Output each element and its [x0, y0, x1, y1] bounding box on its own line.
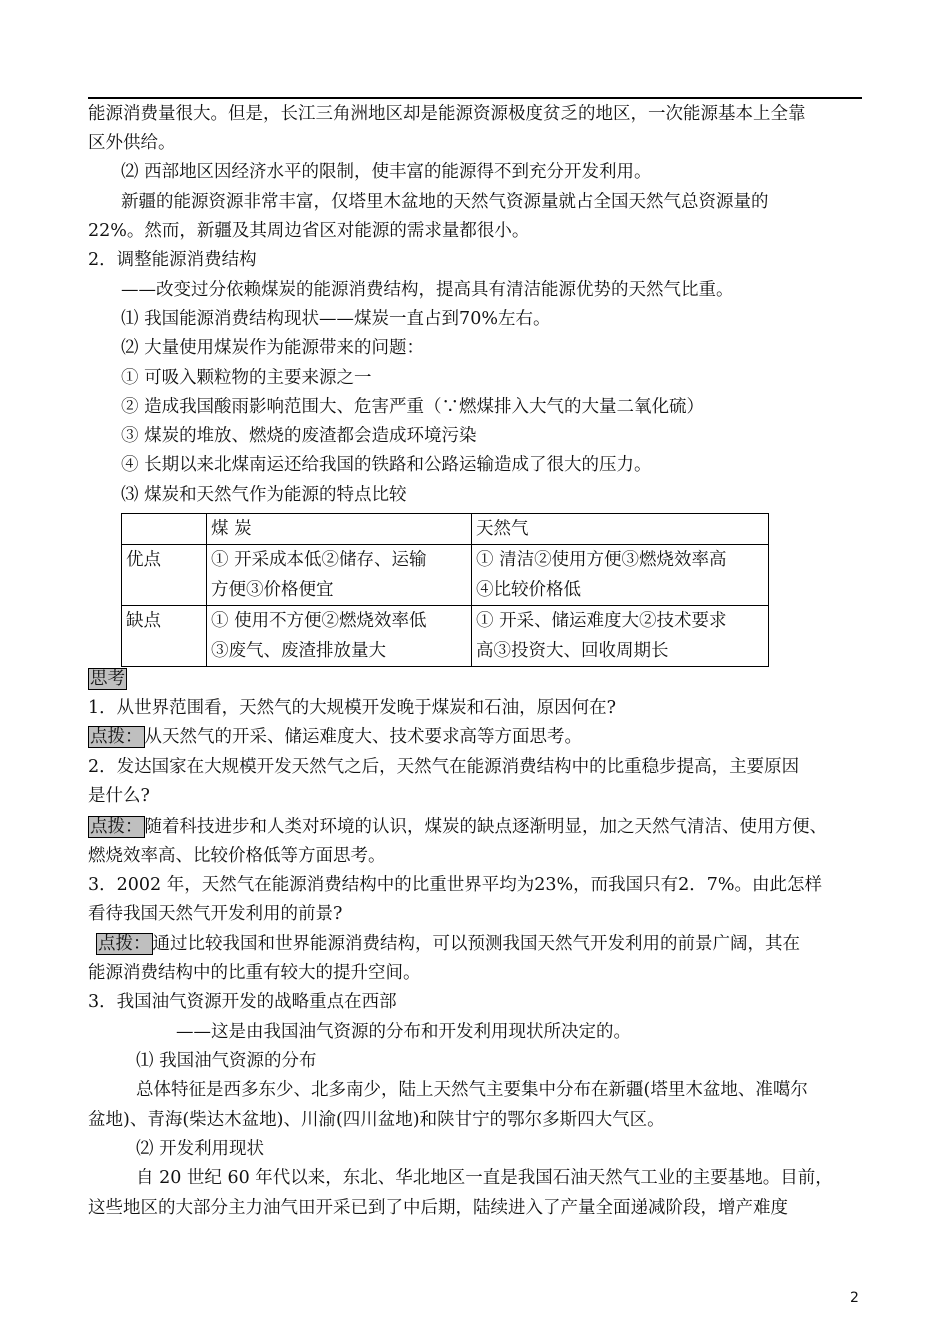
hint-text: 通过比较我国和世界能源消费结构，可以预测我国天然气开发利用的前景广阔，其在 — [152, 934, 800, 954]
hint-label: 点拨： — [90, 817, 143, 837]
text-line: 能源消费量很大。但是，长江三角洲地区却是能源资源极度贫乏的地区，一次能源基本上全靠 — [88, 104, 806, 124]
row-label: 优点 — [122, 545, 207, 606]
text-line: ——改变过分依赖煤炭的能源消费结构，提高具有清洁能源优势的天然气比重。 — [121, 280, 734, 300]
question-3: 3．2002 年，天然气在能源消费结构中的比重世界平均为23%，而我国只有2．7%。由此怎样 — [88, 875, 823, 895]
text-line: 22%。然而，新疆及其周边省区对能源的需求量都很小。 — [88, 221, 530, 241]
hint-3-cont: 能源消费结构中的比重有较大的提升空间。 — [88, 963, 421, 983]
hint-label: 点拨： — [90, 727, 143, 747]
table-header-cell: 煤 炭 — [207, 514, 472, 545]
question-3-cont: 看待我国天然气开发利用的前景? — [88, 904, 343, 924]
table-cell — [207, 545, 472, 606]
cell-line: ① 开采、储运难度大②技术要求 — [476, 611, 727, 631]
question-2: 2．发达国家在大规模开发天然气之后，天然气在能源消费结构中的比重稳步提高，主要原因 — [88, 757, 800, 777]
cell-line: ① 开采成本低②储存、运输 — [211, 550, 427, 570]
text-line: ② 造成我国酸雨影响范围大、危害严重（∵燃煤排入大气的大量二氧化硫） — [121, 397, 705, 417]
table-row — [122, 545, 769, 606]
hint-label: 点拨： — [98, 934, 151, 954]
text-line: ⑵ 开发利用现状 — [136, 1139, 265, 1159]
text-line: ⑴ 我国能源消费结构现状——煤炭一直占到70%左右。 — [121, 309, 551, 329]
text-line: ④ 长期以来北煤南运还给我国的铁路和公路运输造成了很大的压力。 — [121, 455, 652, 475]
text-line: 自 20 世纪 60 年代以来，东北、华北地区一直是我国石油天然气工业的主要基地。目前， — [136, 1168, 833, 1188]
cell-line: 高③投资大、回收周期长 — [476, 641, 669, 661]
text-line: ——这是由我国油气资源的分布和开发利用现状所决定的。 — [176, 1022, 631, 1042]
think-line — [88, 667, 868, 691]
think-label: 思考 — [90, 669, 125, 689]
header-rule — [88, 97, 862, 99]
hint-1 — [88, 725, 868, 749]
cell-line: ③废气、废渣排放量大 — [211, 641, 386, 661]
section-heading: 2．调整能源消费结构 — [88, 250, 257, 270]
text-line: 总体特征是西多东少、北多南少，陆上天然气主要集中分布在新疆(塔里木盆地、准噶尔 — [136, 1080, 808, 1100]
cell-line: 方便③价格便宜 — [211, 580, 334, 600]
text-line: 盆地)、青海(柴达木盆地)、川渝(四川盆地)和陕甘宁的鄂尔多斯四大气区。 — [88, 1110, 665, 1130]
text-line: ⑶ 煤炭和天然气作为能源的特点比较 — [121, 485, 407, 505]
hint-text: 从天然气的开采、储运难度大、技术要求高等方面思考。 — [144, 727, 582, 747]
hint-2-cont: 燃烧效率高、比较价格低等方面思考。 — [88, 846, 386, 866]
text-line: ③ 煤炭的堆放、燃烧的废渣都会造成环境污染 — [121, 426, 477, 446]
hint-text: 随着科技进步和人类对环境的认识，煤炭的缺点逐渐明显，加之天然气清洁、使用方便、 — [144, 817, 827, 837]
text-line: ⑵ 西部地区因经济水平的限制，使丰富的能源得不到充分开发利用。 — [121, 162, 652, 182]
table-header-cell — [122, 514, 207, 545]
text-line: ① 可吸入颗粒物的主要来源之一 — [121, 368, 372, 388]
hint-3 — [96, 932, 876, 956]
table-cell — [207, 606, 472, 667]
page-number: 2 — [850, 1290, 859, 1306]
text-line: ⑴ 我国油气资源的分布 — [136, 1051, 317, 1071]
table-header-row — [122, 514, 769, 545]
text-line: ⑵ 大量使用煤炭作为能源带来的问题： — [121, 338, 425, 358]
question-1: 1．从世界范围看，天然气的大规模开发晚于煤炭和石油，原因何在? — [88, 698, 617, 718]
hint-2 — [88, 815, 868, 839]
table-cell — [472, 545, 769, 606]
text-line: 新疆的能源资源非常丰富，仅塔里木盆地的天然气资源量就占全国天然气总资源量的 — [121, 192, 769, 212]
question-2-cont: 是什么? — [88, 786, 150, 806]
cell-line: ④比较价格低 — [476, 580, 581, 600]
comparison-table — [121, 513, 769, 667]
text-line: 区外供给。 — [88, 133, 176, 153]
section-heading: 3．我国油气资源开发的战略重点在西部 — [88, 992, 397, 1012]
cell-line: ① 使用不方便②燃烧效率低 — [211, 611, 427, 631]
row-label: 缺点 — [122, 606, 207, 667]
text-line: 这些地区的大部分主力油气田开采已到了中后期，陆续进入了产量全面递减阶段，增产难度 — [88, 1198, 788, 1218]
table-header-cell: 天然气 — [472, 514, 769, 545]
table-row — [122, 606, 769, 667]
table-cell — [472, 606, 769, 667]
cell-line: ① 清洁②使用方便③燃烧效率高 — [476, 550, 727, 570]
